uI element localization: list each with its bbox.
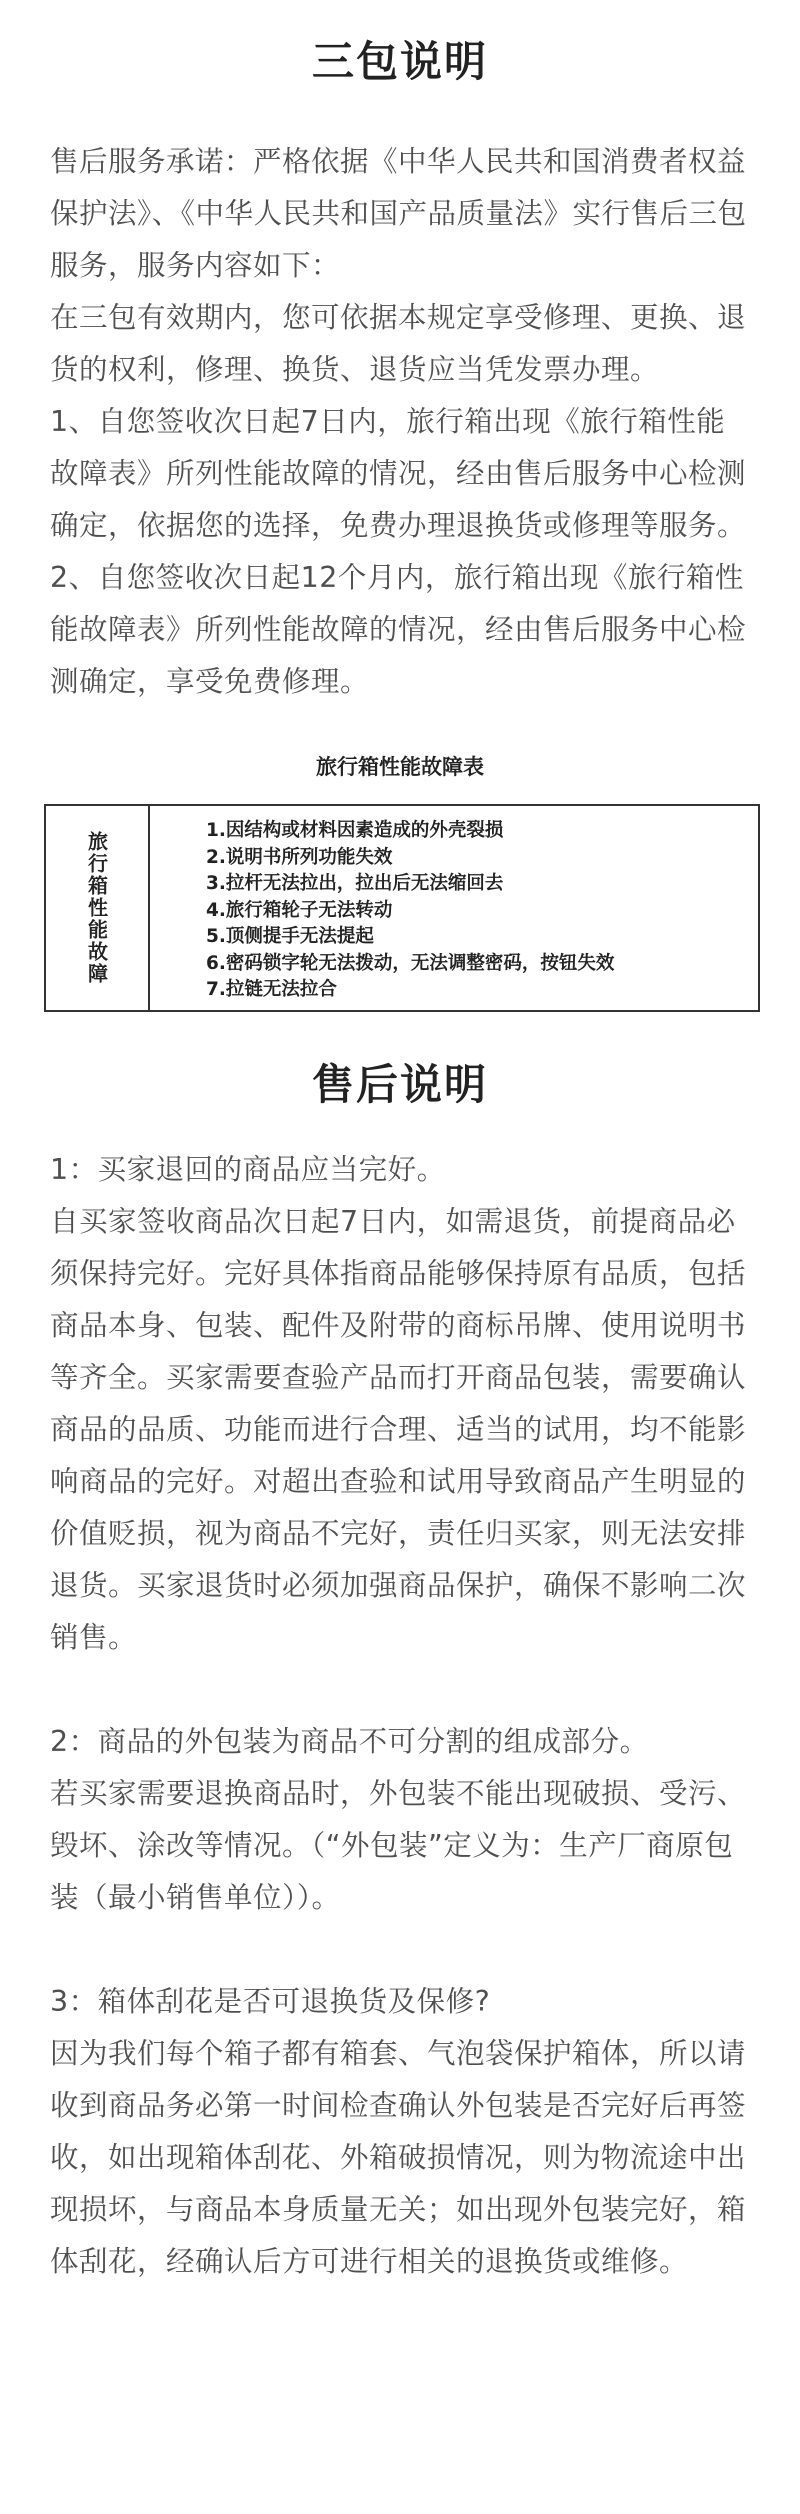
paragraph-spacer	[50, 1664, 752, 1716]
fault-item: 5.顶侧提手无法提起	[206, 926, 374, 947]
fault-item: 6.密码锁字轮无法拨动，无法调整密码，按钮失效	[206, 952, 615, 974]
paragraph-spacer	[50, 1924, 752, 1976]
after-sales-heading: 1：买家退回的商品应当完好。	[50, 1153, 446, 1186]
warranty-paragraph: 2、自您签收次日起12个月内，旅行箱出现《旅行箱性能故障表》所列性能故障的情况，经由售后服务中心检测确定，享受免费修理。	[50, 561, 747, 698]
fault-table-side-label: 旅行箱性能故障	[84, 831, 109, 985]
fault-item: 4.旅行箱轮子无法转动	[206, 899, 393, 921]
warranty-paragraph: 售后服务承诺：严格依据《中华人民共和国消费者权益保护法》、《中华人民共和国产品质量法》实行售后三包服务，服务内容如下：	[50, 145, 747, 282]
warranty-title: 三包说明	[311, 37, 488, 86]
fault-item: 7.拉链无法拉合	[206, 979, 337, 1000]
warranty-paragraph: 在三包有效期内，您可依据本规定享受修理、更换、退货的权利，修理、换货、退货应当凭发票办理。	[50, 301, 747, 386]
after-sales-paragraph: 若买家需要退换商品时，外包装不能出现破损、受污、毁坏、涂改等情况。（“外包装”定义为：生产厂商原包装（最小销售单位））。	[50, 1777, 747, 1914]
after-sales-heading: 3：箱体刮花是否可退换货及保修?	[50, 1985, 491, 2018]
after-sales-paragraph: 自买家签收商品次日起7日内，如需退货，前提商品必须保持完好。完好具体指商品能够保持原有品质，包括商品本身、包装、配件及附带的商标吊牌、使用说明书等齐全。买家需要查验产品而打开商品包装，需要确认商品的品质、功能而进行合理、适当的试用，均不能影响商品的完好。对超出查验和试用导致商品产生明显的价值贬损，视为商品不完好，责任归买家，则无法安排退货。买家退货时必须加强商品保护，确保不影响二次销售。	[50, 1205, 747, 1654]
warranty-paragraph: 1、自您签收次日起7日内，旅行箱出现《旅行箱性能故障表》所列性能故障的情况，经由售后服务中心检测确定，依据您的选择，免费办理退换货或修理等服务。	[50, 405, 747, 542]
fault-table-side-cell	[46, 806, 150, 1010]
fault-item: 1.因结构或材料因素造成的外壳裂损	[206, 820, 504, 841]
after-sales-paragraph: 因为我们每个箱子都有箱套、气泡袋保护箱体，所以请收到商品务必第一时间检查确认外包装是否完好后再签收，如出现箱体刮花、外箱破损情况，则为物流途中出现损坏，与商品本身质量无关；如出现外包装完好，箱体刮花，经确认后方可进行相关的退换货或维修。	[50, 2037, 747, 2278]
warranty-body	[50, 136, 752, 708]
fault-item: 3.拉杆无法拉出，拉出后无法缩回去	[206, 873, 504, 894]
after-sales-heading: 2：商品的外包装为商品不可分割的组成部分。	[50, 1725, 649, 1758]
fault-item: 2.说明书所列功能失效	[206, 846, 393, 868]
after-sales-title: 售后说明	[311, 1060, 488, 1109]
after-sales-body	[50, 1144, 752, 2288]
fault-table	[44, 804, 760, 1012]
fault-table-title: 旅行箱性能故障表	[316, 755, 484, 779]
fault-list	[150, 806, 614, 1010]
